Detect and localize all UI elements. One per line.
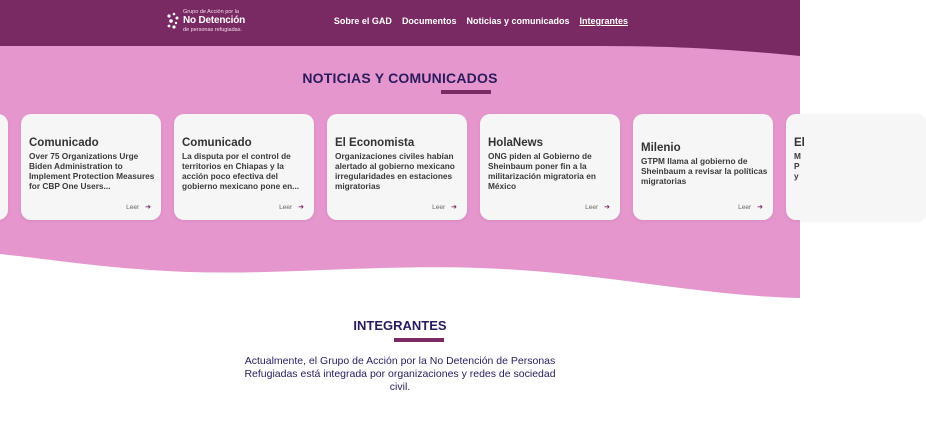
news-card[interactable] xyxy=(0,114,8,220)
read-label: Leer xyxy=(738,203,752,211)
card-headline: M P y xyxy=(794,151,801,181)
news-card[interactable] xyxy=(480,114,620,220)
news-card[interactable] xyxy=(633,114,773,220)
arrow-right-icon: ➜ xyxy=(757,204,763,211)
card-headline: Over 75 Organizations Urge Biden Administration to Implement Protection Measures for CBP One Users... xyxy=(29,151,155,191)
members-title-underline xyxy=(394,338,444,342)
card-source: HolaNews xyxy=(488,137,543,149)
news-card[interactable] xyxy=(21,114,161,220)
members-description: Actualmente, el Grupo de Acción por la No Detención de Personas Refugiadas está integrada por organizaciones y redes de sociedad civil. xyxy=(244,355,556,393)
read-label: Leer xyxy=(279,203,293,211)
card-headline: Organizaciones civiles habían alertado al gobierno mexicano irregularidades en estaciones migratorias xyxy=(335,151,455,191)
card-source: Milenio xyxy=(641,142,681,154)
news-title-underline xyxy=(441,90,491,94)
news-card[interactable] xyxy=(327,114,467,220)
nav-link-documentos[interactable]: Documentos xyxy=(401,16,457,26)
card-source: Comunicado xyxy=(182,137,252,149)
read-more-link[interactable] xyxy=(432,203,457,211)
card-source: Comunicado xyxy=(29,137,99,149)
news-card[interactable] xyxy=(786,114,926,220)
arrow-right-icon: ➜ xyxy=(145,204,151,211)
nav-link-integrantes[interactable]: Integrantes xyxy=(579,16,628,26)
read-label: Leer xyxy=(126,203,140,211)
news-carousel xyxy=(0,114,805,220)
read-label: Leer xyxy=(585,203,599,211)
arrow-right-icon: ➜ xyxy=(298,204,304,211)
news-card[interactable] xyxy=(174,114,314,220)
logo-text-line2: No Detención xyxy=(183,15,246,26)
read-more-link[interactable] xyxy=(279,203,304,211)
read-more-link[interactable] xyxy=(585,203,610,211)
members-section-title: INTEGRANTES xyxy=(353,318,447,333)
nav-link-noticias[interactable]: Noticias y comunicados xyxy=(466,16,570,26)
card-source: El xyxy=(794,137,805,149)
read-more-link[interactable] xyxy=(738,203,763,211)
read-label: Leer xyxy=(432,203,446,211)
card-headline: GTPM llama al gobierno de Sheinbaum a revisar la políticas migratorias xyxy=(641,156,768,186)
main-nav xyxy=(334,16,628,26)
nav-link-sobre-el-gad[interactable]: Sobre el GAD xyxy=(333,16,392,26)
logo-mark-icon xyxy=(166,12,180,30)
logo-text-line1: Grupo de Acción por la xyxy=(183,9,239,15)
card-headline xyxy=(0,151,4,191)
header-wave xyxy=(600,40,800,60)
news-section-title: NOTICIAS Y COMUNICADOS xyxy=(302,70,498,86)
arrow-right-icon: ➜ xyxy=(451,204,457,211)
read-more-link[interactable] xyxy=(126,203,151,211)
card-headline: ONG piden al Gobierno de Sheinbaum poner fin a la militarización migratoria en México xyxy=(488,151,596,191)
logo-text-line3: de personas refugiadas. xyxy=(183,27,243,33)
site-logo[interactable] xyxy=(166,8,266,36)
card-headline: La disputa por el control de territorios en Chiapas y la acción poco efectiva del gobierno mexicano pone en... xyxy=(182,151,300,191)
arrow-right-icon: ➜ xyxy=(604,204,610,211)
card-source: El Economista xyxy=(335,137,415,149)
